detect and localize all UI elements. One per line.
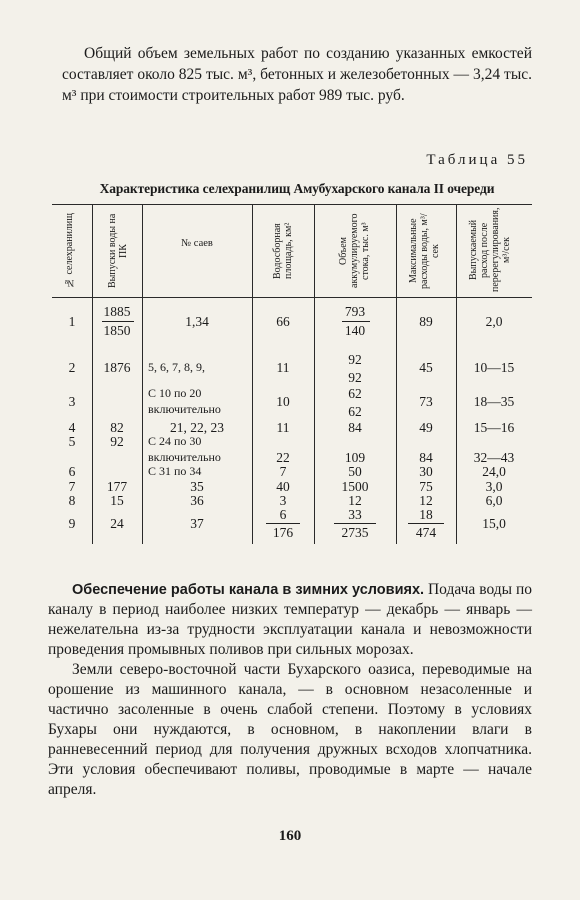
header-col4: Водосборная площадь, км² <box>272 222 294 280</box>
row7-qmax: 75 <box>419 479 433 494</box>
total-volume: 2735 <box>341 525 369 540</box>
body-text <box>48 580 532 800</box>
row3-volume-bottom: 62 <box>348 404 362 419</box>
row9-qmax: 18 <box>419 507 433 522</box>
row2-qout: 10—15 <box>473 360 515 375</box>
page-number: 160 <box>278 828 302 844</box>
row8-qout: 6,0 <box>485 493 503 508</box>
row1-sai: 1,34 <box>185 314 209 329</box>
row8-area: 3 <box>279 493 287 508</box>
row1-qmax: 89 <box>419 314 433 329</box>
row3-qout: 18—35 <box>473 394 515 409</box>
row2-number: 2 <box>68 360 76 375</box>
row9-number: 9 <box>68 516 76 531</box>
total-line <box>334 523 376 524</box>
table-top-rule <box>52 204 532 205</box>
row3-area: 10 <box>276 394 290 409</box>
winter-paragraph-1-text: Подача воды по каналу в период наиболее низких температур — декабрь — январь — нежелательна из-за трудности эксплуатации канала и невозможности проведения промывных поливов при сильных морозах. <box>48 581 533 658</box>
row2-qmax: 45 <box>419 360 433 375</box>
intro-paragraph: Общий объем земельных работ по созданию указанных емкостей составляет около 825 тыс. м³, бетонных и железобетонных — 3,24 тыс. м³ при стоимости строительных работ 989 тыс. руб. <box>62 45 532 104</box>
header-col3: № саев <box>181 238 213 249</box>
total-qmax: 474 <box>415 525 437 540</box>
row8-qmax: 12 <box>419 493 433 508</box>
row4-volume: 84 <box>348 420 362 435</box>
row2-volume-bottom: 92 <box>348 370 362 385</box>
row3-volume-top: 62 <box>348 386 362 401</box>
fraction-line <box>102 321 134 322</box>
row4-qmax: 49 <box>419 420 433 435</box>
row9-qout: 15,0 <box>482 516 506 531</box>
table-label: Таблица 55 <box>426 152 528 168</box>
row5-pk: 92 <box>110 434 124 449</box>
row5-number: 5 <box>68 434 76 449</box>
row7-qout: 3,0 <box>485 479 503 494</box>
row9-volume: 33 <box>348 507 362 522</box>
total-area: 176 <box>272 525 294 540</box>
row7-volume: 1500 <box>341 479 369 494</box>
row1-area: 66 <box>276 314 290 329</box>
row6-qout: 24,0 <box>482 464 506 479</box>
row7-number: 7 <box>68 479 76 494</box>
row6-number: 6 <box>68 464 76 479</box>
winter-paragraph-2: Земли северо-восточной части Бухарского оазиса, переводимые на орошение из машинного канала, — в основном незасоленные и частично засоленные в очень слабой степени. Поэтому в условиях Бухары они нуждаются, в основном, в накоплении влаги в ранневесенний период для получения дружных всходов хлопчатника. Эти условия обеспечивают поливы, проводимые в марте — начале апреля. <box>48 661 532 798</box>
row8-volume: 12 <box>348 493 362 508</box>
row8-sai: 36 <box>190 493 204 508</box>
row5-area: 22 <box>276 450 290 465</box>
row1-qout: 2,0 <box>485 314 503 329</box>
data-table <box>52 200 532 545</box>
row1-number: 1 <box>68 314 76 329</box>
fraction-line <box>342 321 370 322</box>
row5-sai-line1: С 24 по 30 <box>148 434 202 448</box>
row6-area: 7 <box>279 464 287 479</box>
row4-qout: 15—16 <box>473 420 515 435</box>
row6-sai: С 31 по 34 <box>148 464 202 478</box>
row5-qout: 32—43 <box>473 450 515 465</box>
table-header-rule <box>52 297 532 298</box>
row7-sai: 35 <box>190 479 204 494</box>
row2-pk: 1876 <box>103 360 131 375</box>
row2-sai: 5, 6, 7, 8, 9, <box>148 360 205 374</box>
row1-pk-bottom: 1850 <box>103 323 131 338</box>
section-heading: Обеспечение работы канала в зимних условиях. <box>72 582 425 598</box>
row4-sai: 21, 22, 23 <box>170 420 224 435</box>
row7-pk: 177 <box>106 479 128 494</box>
total-line <box>408 523 444 524</box>
header-col7: Выпускаемый расход после перерегулирования, м³/сек <box>468 207 512 293</box>
row8-number: 8 <box>68 493 76 508</box>
header-col1: № селехранилищ <box>64 213 75 289</box>
total-line <box>266 523 300 524</box>
row5-sai-line2: включительно <box>148 450 221 464</box>
row1-volume-top: 793 <box>344 304 366 319</box>
row7-area: 40 <box>276 479 290 494</box>
winter-paragraph-1 <box>48 580 532 660</box>
row2-volume-top: 92 <box>348 352 362 367</box>
table-title: Характеристика селехранилищ Амубухарского канала II очереди <box>99 181 495 196</box>
row6-qmax: 30 <box>419 464 433 479</box>
row3-qmax: 73 <box>419 394 433 409</box>
row1-volume-bottom: 140 <box>344 323 366 338</box>
row9-sai: 37 <box>190 516 204 531</box>
row9-pk: 24 <box>110 516 124 531</box>
row4-area: 11 <box>276 420 290 435</box>
row4-number: 4 <box>68 420 76 435</box>
row9-area: 6 <box>279 507 287 522</box>
row6-volume: 50 <box>348 464 362 479</box>
header-col6: Максимальные расходы воды, м³/сек <box>408 213 441 289</box>
row2-area: 11 <box>276 360 290 375</box>
row8-pk: 15 <box>110 493 124 508</box>
row3-sai-line2: включительно <box>148 402 221 416</box>
row5-volume: 109 <box>344 450 366 465</box>
header-col2: Выпуски воды на ПК <box>107 213 129 289</box>
row3-sai-line1: С 10 по 20 <box>148 386 202 400</box>
row4-pk: 82 <box>110 420 124 435</box>
row5-qmax: 84 <box>419 450 433 465</box>
row3-number: 3 <box>68 394 76 409</box>
row1-pk-top: 1885 <box>103 304 131 319</box>
header-col5: Объем аккумулируемого стока, тыс. м³ <box>338 213 371 289</box>
